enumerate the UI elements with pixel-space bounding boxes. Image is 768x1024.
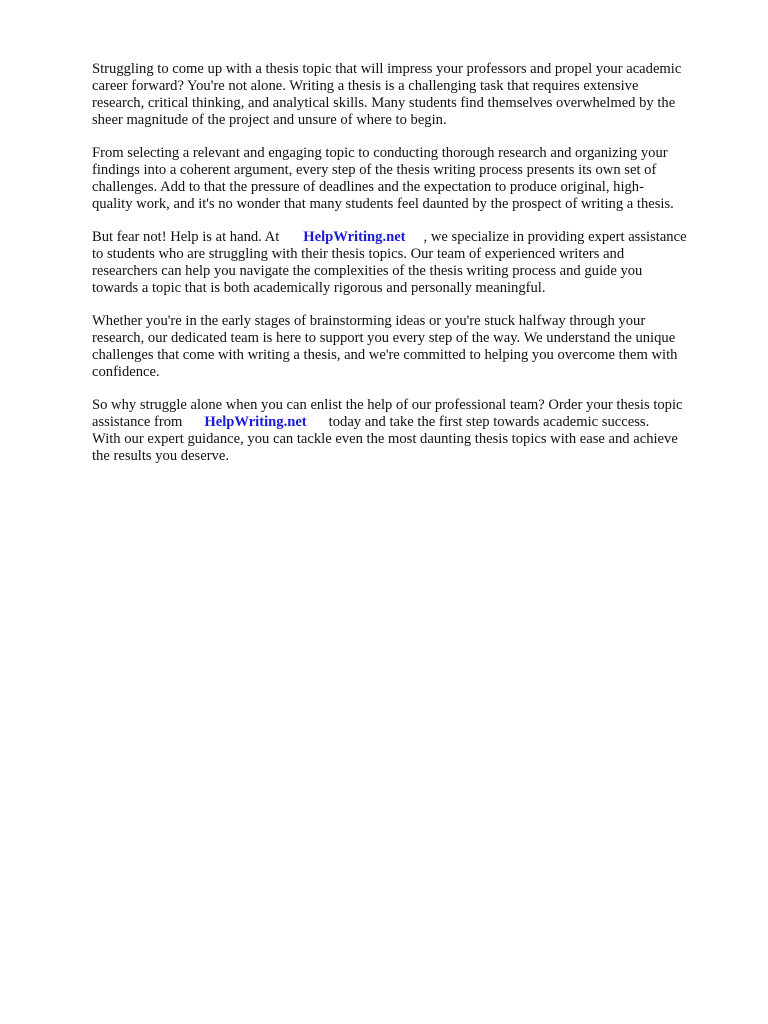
text-line: Struggling to come up with a thesis topic that will impress your professors and propel your academic: [92, 61, 682, 77]
text-line: the results you deserve.: [92, 448, 229, 464]
text-line: [92, 229, 732, 246]
text-line: research, our dedicated team is here to support you every step of the way. We understand the unique: [92, 330, 676, 346]
paragraph-help: [92, 229, 732, 297]
text-segment: , we specialize in providing expert assistance: [423, 229, 687, 245]
text-line: With our expert guidance, you can tackle even the most daunting thesis topics with ease and achieve: [92, 431, 678, 447]
text-line: research, critical thinking, and analytical skills. Many students find themselves overwhelmed by the: [92, 95, 676, 111]
text-line: sheer magnitude of the project and unsure of where to begin.: [92, 112, 447, 128]
text-line: challenges. Add to that the pressure of deadlines and the expectation to produce original, high-: [92, 179, 644, 195]
text-line: career forward? You're not alone. Writing a thesis is a challenging task that requires extensive: [92, 78, 639, 94]
paragraph-call-to-action: [92, 397, 732, 465]
text-line: [92, 414, 732, 431]
text-line: towards a topic that is both academically rigorous and personally meaningful.: [92, 280, 546, 296]
text-line: researchers can help you navigate the complexities of the thesis writing process and guide you: [92, 263, 643, 279]
text-line: findings into a coherent argument, every step of the thesis writing process presents its own set of: [92, 162, 657, 178]
text-line: challenges that come with writing a thesis, and we're committed to helping you overcome them with: [92, 347, 678, 363]
text-line: From selecting a relevant and engaging topic to conducting thorough research and organizing your: [92, 145, 668, 161]
text-line: confidence.: [92, 364, 160, 380]
paragraph-support: [92, 313, 732, 381]
text-line: to students who are struggling with their thesis topics. Our team of experienced writers and: [92, 246, 625, 262]
text-segment: But fear not! Help is at hand. At: [92, 229, 280, 245]
text-line: So why struggle alone when you can enlist the help of our professional team? Order your thesis topic: [92, 397, 683, 413]
helpwriting-link[interactable]: HelpWriting.net: [303, 229, 406, 245]
paragraph-intro: [92, 61, 732, 129]
text-segment: assistance from: [92, 414, 183, 430]
text-line: quality work, and it's no wonder that many students feel daunted by the prospect of writing a thesis.: [92, 196, 674, 212]
helpwriting-link[interactable]: HelpWriting.net: [204, 414, 307, 430]
text-segment: today and take the first step towards academic success.: [328, 414, 650, 430]
text-line: Whether you're in the early stages of brainstorming ideas or you're stuck halfway through your: [92, 313, 646, 329]
document-body: [92, 61, 732, 481]
paragraph-challenges: [92, 145, 732, 213]
